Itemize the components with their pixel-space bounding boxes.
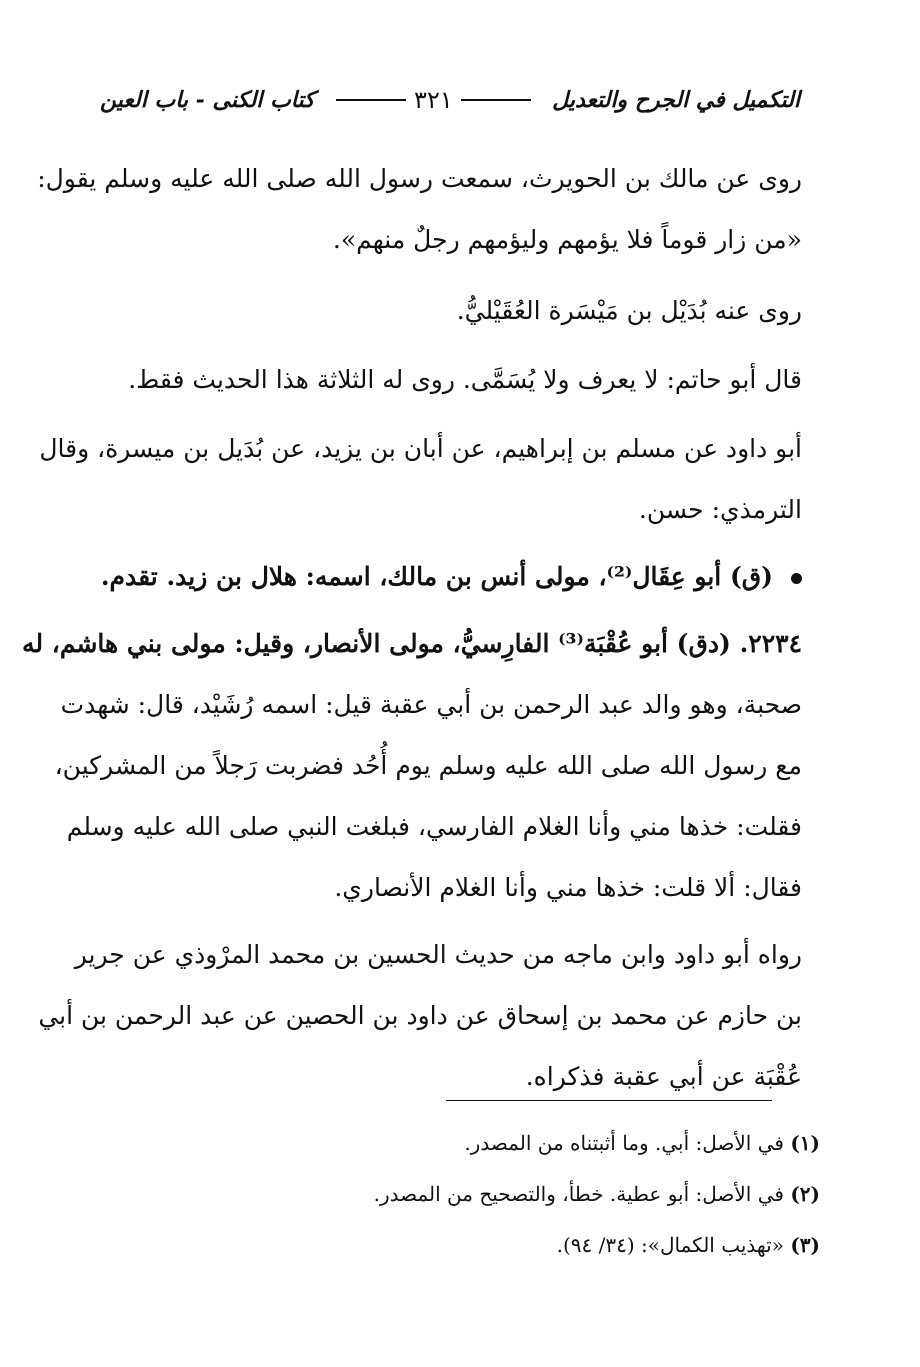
header-rule-left (461, 99, 531, 101)
header-rule-right (336, 99, 406, 101)
footnote-number: (٣) (790, 1233, 820, 1257)
chapter-title: كتاب الكنى - باب العين (100, 87, 315, 113)
footnote-text: في الأصل: أبي. وما أثبتناه من المصدر. (464, 1131, 784, 1155)
body-line: «من زار قوماً فلا يؤمهم وليؤمهم رجلٌ منهم». (332, 225, 802, 254)
footnotes (100, 1118, 820, 1271)
footnote-separator (446, 1100, 772, 1101)
body-line: روى عن مالك بن الحويرث، سمعت رسول الله صلى الله عليه وسلم يقول: (37, 164, 802, 193)
footnote (100, 1220, 820, 1271)
footnote-number: (١) (790, 1131, 820, 1155)
body-line: قال أبو حاتم: لا يعرف ولا يُسَمَّى. روى له الثلاثة هذا الحديث فقط. (128, 365, 802, 394)
footnote (100, 1118, 820, 1169)
entry-heading-line: ٢٢٣٤. (دق) أبو عُقْبَة⁽³⁾ الفارِسيُّ، مولى الأنصار، وقيل: مولى بني هاشم، له (22, 629, 802, 658)
footnote-text: في الأصل: أبو عطية. خطأ، والتصحيح من المصدر. (373, 1182, 784, 1206)
footnote-text: «تهذيب الكمال»: (٣٤/ ٩٤). (556, 1233, 784, 1257)
bullet-icon (791, 573, 802, 584)
entry-line (98, 546, 802, 607)
body-line: فقال: ألا قلت: خذها مني وأنا الغلام الأنصاري. (334, 873, 802, 902)
body-line: رواه أبو داود وابن ماجه من حديث الحسين بن محمد المرْوذي عن جرير (74, 940, 802, 969)
page-number: ٣٢١ (414, 86, 453, 114)
body-line: صحبة، وهو والد عبد الرحمن بن أبي عقبة قيل: اسمه رُشَيْد، قال: شهدت (60, 690, 802, 719)
body-line: أبو داود عن مسلم بن إبراهيم، عن أبان بن يزيد، عن بُدَيل بن ميسرة، وقال (39, 434, 802, 463)
footnote-number: (٢) (790, 1182, 820, 1206)
body-line: عُقْبَة عن أبي عقبة فذكراه. (525, 1062, 802, 1091)
body-line: فقلت: خذها مني وأنا الغلام الفارسي، فبلغت النبي صلى الله عليه وسلم (66, 812, 802, 841)
body-line: الترمذي: حسن. (638, 495, 802, 524)
body-line: بن حازم عن محمد بن إسحاق عن داود بن الحصين عن عبد الرحمن بن أبي (38, 1001, 802, 1030)
book-title: التكميل في الجرح والتعديل (552, 87, 800, 113)
page-header (100, 80, 800, 120)
page-body (22, 148, 802, 1107)
page-number-group (328, 86, 539, 114)
body-line: مع رسول الله صلى الله عليه وسلم يوم أُحُد فضربت رَجلاً من المشركين، (54, 751, 802, 780)
footnote (100, 1169, 820, 1220)
body-line: روى عنه بُدَيْل بن مَيْسَرة العُقَيْليُّ. (456, 296, 802, 325)
entry-text: (ق) أبو عِقَال⁽²⁾، مولى أنس بن مالك، اسمه: هلال بن زيد. تقدم. (100, 562, 773, 591)
